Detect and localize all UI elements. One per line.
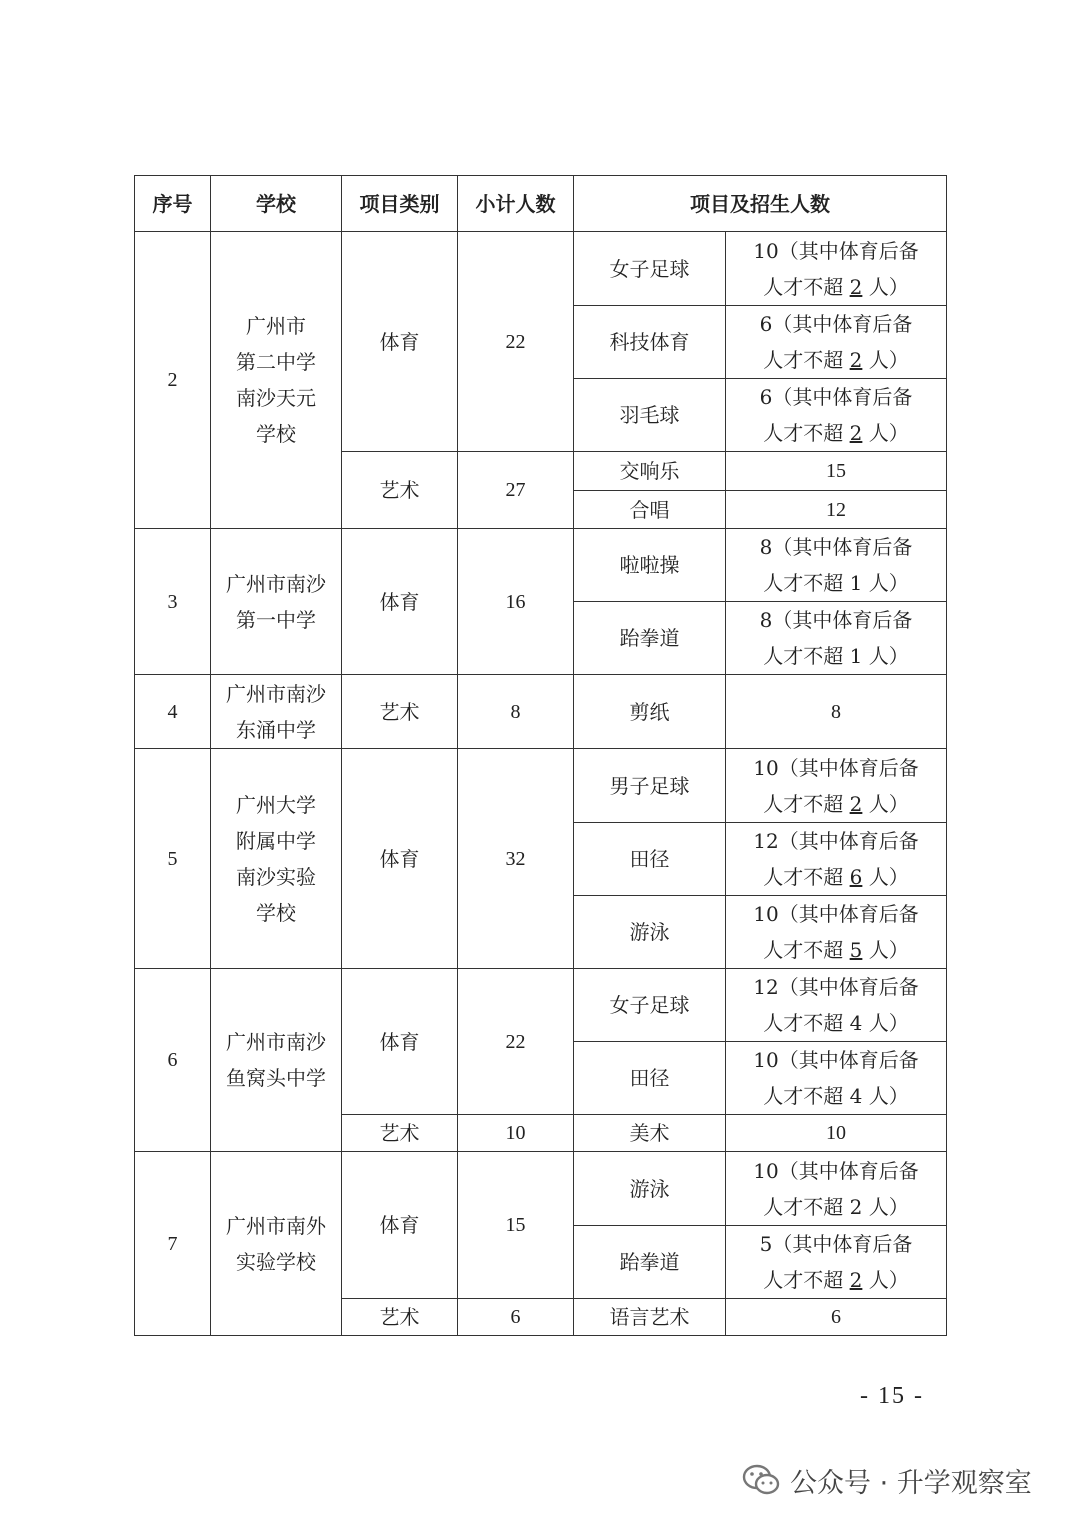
item-quota: 10（其中体育后备 人才不超 4 人） bbox=[726, 1042, 947, 1115]
row-number: 6 bbox=[135, 969, 211, 1152]
wechat-icon bbox=[742, 1463, 780, 1497]
item-name: 合唱 bbox=[574, 491, 726, 529]
item-name: 男子足球 bbox=[574, 749, 726, 823]
subtotal: 6 bbox=[458, 1299, 574, 1336]
category: 体育 bbox=[342, 969, 458, 1115]
category: 艺术 bbox=[342, 452, 458, 529]
table-row bbox=[135, 529, 947, 602]
item-quota: 6（其中体育后备 人才不超 2 人） bbox=[726, 306, 947, 379]
header-no: 序号 bbox=[135, 176, 211, 232]
school-name: 广州市 第二中学 南沙天元 学校 bbox=[211, 232, 342, 529]
item-count: 6 bbox=[726, 1299, 947, 1336]
row-number: 7 bbox=[135, 1152, 211, 1336]
item-name: 羽毛球 bbox=[574, 379, 726, 452]
subtotal: 8 bbox=[458, 675, 574, 749]
school-name: 广州市南沙 鱼窝头中学 bbox=[211, 969, 342, 1152]
subtotal: 22 bbox=[458, 232, 574, 452]
category: 体育 bbox=[342, 749, 458, 969]
subtotal: 22 bbox=[458, 969, 574, 1115]
category: 体育 bbox=[342, 232, 458, 452]
category: 艺术 bbox=[342, 675, 458, 749]
item-name: 啦啦操 bbox=[574, 529, 726, 602]
table-row bbox=[135, 749, 947, 823]
watermark-text: 公众号 · 升学观察室 bbox=[790, 1467, 1032, 1499]
item-quota: 5（其中体育后备 人才不超 2 人） bbox=[726, 1226, 947, 1299]
watermark bbox=[742, 1460, 1032, 1500]
row-number: 4 bbox=[135, 675, 211, 749]
school-name: 广州市南外 实验学校 bbox=[211, 1152, 342, 1336]
row-number: 3 bbox=[135, 529, 211, 675]
item-name: 美术 bbox=[574, 1115, 726, 1152]
item-quota: 8（其中体育后备 人才不超 1 人） bbox=[726, 602, 947, 675]
school-name: 广州市南沙 东涌中学 bbox=[211, 675, 342, 749]
header-subtotal: 小计人数 bbox=[458, 176, 574, 232]
table-row bbox=[135, 969, 947, 1042]
category: 体育 bbox=[342, 529, 458, 675]
header-row bbox=[135, 176, 947, 232]
table-row bbox=[135, 675, 947, 749]
school-name: 广州市南沙 第一中学 bbox=[211, 529, 342, 675]
item-name: 语言艺术 bbox=[574, 1299, 726, 1336]
item-quota: 10（其中体育后备 人才不超 5 人） bbox=[726, 896, 947, 969]
item-quota: 6（其中体育后备 人才不超 2 人） bbox=[726, 379, 947, 452]
item-name: 田径 bbox=[574, 1042, 726, 1115]
item-name: 交响乐 bbox=[574, 452, 726, 491]
table-row bbox=[135, 1152, 947, 1226]
item-name: 游泳 bbox=[574, 1152, 726, 1226]
category: 艺术 bbox=[342, 1299, 458, 1336]
item-count: 15 bbox=[726, 452, 947, 491]
item-count: 8 bbox=[726, 675, 947, 749]
item-quota: 12（其中体育后备 人才不超 4 人） bbox=[726, 969, 947, 1042]
category: 艺术 bbox=[342, 1115, 458, 1152]
table-row bbox=[135, 232, 947, 306]
item-name: 田径 bbox=[574, 823, 726, 896]
item-name: 跆拳道 bbox=[574, 602, 726, 675]
category: 体育 bbox=[342, 1152, 458, 1299]
item-name: 剪纸 bbox=[574, 675, 726, 749]
school-name: 广州大学 附属中学 南沙实验 学校 bbox=[211, 749, 342, 969]
subtotal: 16 bbox=[458, 529, 574, 675]
subtotal: 15 bbox=[458, 1152, 574, 1299]
item-count: 12 bbox=[726, 491, 947, 529]
subtotal: 32 bbox=[458, 749, 574, 969]
header-school: 学校 bbox=[211, 176, 342, 232]
row-number: 2 bbox=[135, 232, 211, 529]
page-number: - 15 - bbox=[860, 1383, 924, 1409]
header-category: 项目类别 bbox=[342, 176, 458, 232]
subtotal: 27 bbox=[458, 452, 574, 529]
item-count: 10 bbox=[726, 1115, 947, 1152]
subtotal: 10 bbox=[458, 1115, 574, 1152]
item-name: 女子足球 bbox=[574, 969, 726, 1042]
item-quota: 10（其中体育后备 人才不超 2 人） bbox=[726, 1152, 947, 1226]
item-name: 科技体育 bbox=[574, 306, 726, 379]
item-quota: 12（其中体育后备 人才不超 6 人） bbox=[726, 823, 947, 896]
item-quota: 10（其中体育后备 人才不超 2 人） bbox=[726, 232, 947, 306]
row-number: 5 bbox=[135, 749, 211, 969]
item-quota: 10（其中体育后备 人才不超 2 人） bbox=[726, 749, 947, 823]
enrollment-table bbox=[134, 175, 947, 1336]
item-name: 跆拳道 bbox=[574, 1226, 726, 1299]
item-name: 女子足球 bbox=[574, 232, 726, 306]
header-items: 项目及招生人数 bbox=[574, 176, 947, 232]
item-quota: 8（其中体育后备 人才不超 1 人） bbox=[726, 529, 947, 602]
item-name: 游泳 bbox=[574, 896, 726, 969]
